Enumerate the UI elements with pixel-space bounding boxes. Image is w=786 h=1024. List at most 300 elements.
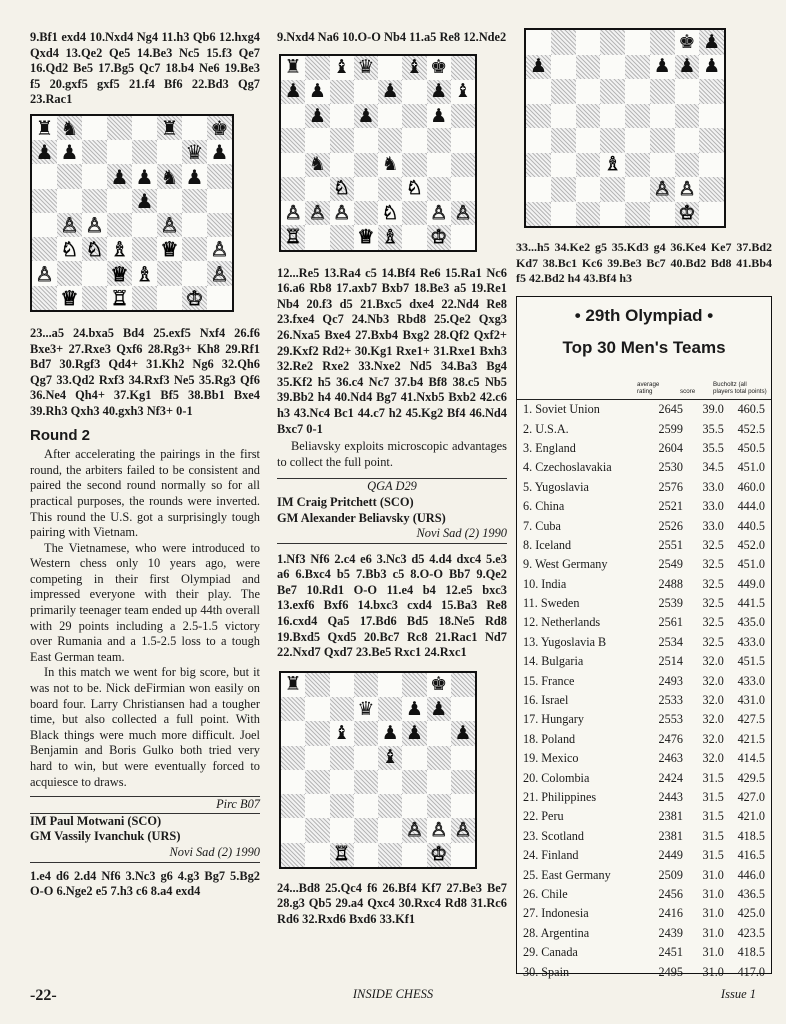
board-square xyxy=(157,237,182,261)
cell-team: 8. Iceland xyxy=(523,537,572,552)
game2-black-player: GM Vassily Ivanchuk (URS) xyxy=(30,829,181,844)
board-square xyxy=(402,177,426,201)
table-row xyxy=(517,439,771,458)
board-square xyxy=(82,286,107,310)
board-square xyxy=(354,56,378,80)
cell-score: 32.5 xyxy=(702,615,724,630)
board-square xyxy=(305,673,329,697)
white-queen-icon: ♕ xyxy=(357,225,375,248)
board-square xyxy=(402,794,426,818)
board-square xyxy=(207,189,232,213)
board-square xyxy=(305,56,329,80)
board-square xyxy=(551,153,576,178)
board-square xyxy=(82,164,107,188)
board-square xyxy=(451,770,475,794)
cell-team: 26. Chile xyxy=(523,886,568,901)
header-score: score xyxy=(680,388,696,395)
cell-score: 32.0 xyxy=(702,731,724,746)
board-square xyxy=(57,237,82,261)
black-pawn-icon: ♟ xyxy=(430,697,448,720)
board-square xyxy=(107,286,132,310)
game2-comment xyxy=(277,439,507,470)
black-pawn-icon: ♟ xyxy=(405,721,423,744)
board-square xyxy=(427,673,451,697)
board-square xyxy=(451,56,475,80)
board-square xyxy=(650,128,675,153)
article-paragraph: After accelerating the pairings in the first round, the arbiters failed to be consistent and paired the second round normally so for all practical purposes, the rounds were inverted. This round the U.S. got a surprisingly tough pairing with Vietnam. xyxy=(30,447,260,540)
table-row xyxy=(517,516,771,535)
white-pawn-icon: ♙ xyxy=(405,818,423,841)
cell-score: 31.0 xyxy=(702,945,724,960)
board-square xyxy=(402,104,426,128)
cell-score: 31.5 xyxy=(702,770,724,785)
board-square xyxy=(305,721,329,745)
cell-team: 12. Netherlands xyxy=(523,615,601,630)
white-pawn-icon: ♙ xyxy=(333,201,351,224)
cell-bucholtz: 421.5 xyxy=(737,731,765,746)
black-rook-icon: ♜ xyxy=(160,116,179,141)
board-square xyxy=(157,140,182,164)
board-square xyxy=(427,128,451,152)
game2-moves-continued: 9.Nxd4 Na6 10.O-O Nb4 11.a5 Re8 12.Nde2 xyxy=(277,30,507,44)
board-square xyxy=(305,794,329,818)
board-square xyxy=(132,237,157,261)
table-row xyxy=(517,575,771,594)
cell-team: 19. Mexico xyxy=(523,751,579,766)
cell-score: 35.5 xyxy=(702,440,724,455)
cell-rating: 2645 xyxy=(644,400,683,420)
board-square xyxy=(305,746,329,770)
magazine-name: INSIDE CHESS xyxy=(352,987,434,1001)
board-square xyxy=(281,80,305,104)
table-header xyxy=(517,359,771,399)
board-square xyxy=(182,189,207,213)
board-square xyxy=(402,225,426,249)
white-pawn-icon: ♙ xyxy=(430,818,448,841)
board-square xyxy=(281,818,305,842)
cell-rating: 2551 xyxy=(658,537,683,552)
board-square xyxy=(354,770,378,794)
cell-bucholtz: 417.0 xyxy=(737,964,765,979)
white-queen-icon: ♕ xyxy=(160,237,179,262)
cell-score: 35.5 xyxy=(702,421,724,436)
board-square xyxy=(675,153,700,178)
board-square xyxy=(354,201,378,225)
cell-bucholtz: 433.0 xyxy=(737,634,765,649)
board-square xyxy=(330,153,354,177)
board-square xyxy=(281,153,305,177)
table-row xyxy=(517,613,771,632)
board-square xyxy=(32,286,57,310)
cell-bucholtz: 460.5 xyxy=(724,400,771,420)
board-square xyxy=(699,55,724,80)
board-square xyxy=(305,770,329,794)
cell-score: 33.0 xyxy=(702,518,724,533)
board-square xyxy=(378,794,402,818)
board-square xyxy=(330,697,354,721)
board-square xyxy=(600,153,625,178)
board-square xyxy=(378,843,402,867)
cell-rating: 2539 xyxy=(658,596,683,611)
black-king-icon: ♚ xyxy=(678,30,696,53)
board-square xyxy=(551,104,576,129)
page-number: -22- xyxy=(30,987,57,1004)
cell-team: 20. Colombia xyxy=(523,770,590,785)
cell-team: 3. England xyxy=(523,440,576,455)
black-king-icon: ♚ xyxy=(210,116,229,141)
header-average-rating: average rating xyxy=(637,381,660,395)
cell-bucholtz: 423.5 xyxy=(737,925,765,940)
table-row xyxy=(517,904,771,923)
board-square xyxy=(132,213,157,237)
board-square xyxy=(650,30,675,55)
board-square xyxy=(427,56,451,80)
cell-bucholtz: 452.5 xyxy=(737,421,765,436)
black-bishop-icon: ♝ xyxy=(333,56,351,79)
board-square xyxy=(526,153,551,178)
black-queen-icon: ♛ xyxy=(185,140,204,165)
board-square xyxy=(551,177,576,202)
board-square xyxy=(576,128,601,153)
board-square xyxy=(427,153,451,177)
game3-white-player: IM Craig Pritchett (SCO) xyxy=(277,494,414,509)
black-pawn-icon: ♟ xyxy=(678,55,696,78)
board-square xyxy=(402,80,426,104)
board-square xyxy=(451,746,475,770)
cell-team: 14. Bulgaria xyxy=(523,654,584,669)
cell-team: 13. Yugoslavia B xyxy=(523,634,607,649)
white-pawn-icon: ♙ xyxy=(653,177,671,200)
board-square xyxy=(625,30,650,55)
board-square xyxy=(107,116,132,140)
game3-opening: QGA D29 xyxy=(277,478,507,495)
board-square xyxy=(281,225,305,249)
board-square xyxy=(157,189,182,213)
board-square xyxy=(576,55,601,80)
board-square xyxy=(526,79,551,104)
board-square xyxy=(57,286,82,310)
cell-team: 28. Argentina xyxy=(523,925,590,940)
board-square xyxy=(281,56,305,80)
board-square xyxy=(132,140,157,164)
board-square xyxy=(699,128,724,153)
cell-team: 25. East Germany xyxy=(523,867,611,882)
black-pawn-icon: ♟ xyxy=(430,80,448,103)
board-square xyxy=(451,225,475,249)
olympiad-subtitle: Top 30 Men's Teams xyxy=(562,338,726,357)
board-square xyxy=(157,116,182,140)
cell-team: 21. Philippines xyxy=(523,790,597,804)
cell-score: 31.0 xyxy=(702,867,724,882)
cell-bucholtz: 452.0 xyxy=(737,537,765,552)
board-square xyxy=(427,697,451,721)
board-square xyxy=(354,721,378,745)
board-square xyxy=(354,818,378,842)
board-square xyxy=(305,80,329,104)
board-square xyxy=(576,79,601,104)
board-square xyxy=(451,104,475,128)
table-row xyxy=(517,478,771,497)
board-square xyxy=(402,673,426,697)
board-square xyxy=(107,261,132,285)
black-pawn-icon: ♟ xyxy=(135,188,154,213)
board-square xyxy=(354,794,378,818)
board-square xyxy=(305,177,329,201)
cell-rating: 2381 xyxy=(658,828,683,843)
board-square xyxy=(354,843,378,867)
column-2 xyxy=(277,30,507,928)
cell-rating: 2493 xyxy=(658,673,683,688)
board-square xyxy=(132,189,157,213)
black-rook-icon: ♜ xyxy=(35,116,54,141)
board-square xyxy=(107,189,132,213)
board-square xyxy=(305,818,329,842)
board-square xyxy=(354,80,378,104)
cell-score: 32.0 xyxy=(702,654,724,669)
cell-bucholtz: 431.0 xyxy=(737,693,765,708)
board-square xyxy=(576,177,601,202)
board-square xyxy=(526,104,551,129)
board-square xyxy=(378,80,402,104)
white-rook-icon: ♖ xyxy=(284,225,302,248)
black-knight-icon: ♞ xyxy=(381,153,399,176)
olympiad-standings-box xyxy=(516,296,772,979)
board-square xyxy=(132,116,157,140)
board-square xyxy=(330,104,354,128)
board-square xyxy=(650,104,675,129)
board-square xyxy=(402,153,426,177)
cell-team: 24. Finland xyxy=(523,848,579,863)
cell-team: 23. Scotland xyxy=(523,828,584,843)
board-square xyxy=(402,56,426,80)
cell-bucholtz: 440.5 xyxy=(737,518,765,533)
board-square xyxy=(281,104,305,128)
cell-bucholtz: 451.0 xyxy=(737,460,765,475)
cell-team: 4. Czechoslavakia xyxy=(523,460,612,475)
game3-event: Novi Sad (2) 1990 xyxy=(277,526,507,544)
board-square xyxy=(526,202,551,227)
black-bishop-icon: ♝ xyxy=(454,80,472,103)
board-square xyxy=(57,116,82,140)
black-queen-icon: ♛ xyxy=(357,697,375,720)
cell-team: 11. Sweden xyxy=(523,596,580,611)
board-square xyxy=(451,843,475,867)
board-square xyxy=(625,104,650,129)
cell-team: 16. Israel xyxy=(523,693,569,708)
olympiad-title xyxy=(517,305,771,327)
cell-score: 32.5 xyxy=(702,634,724,649)
board-square xyxy=(699,153,724,178)
black-pawn-icon: ♟ xyxy=(284,80,302,103)
board-square xyxy=(182,237,207,261)
board-square xyxy=(402,818,426,842)
board-square xyxy=(526,30,551,55)
white-pawn-icon: ♙ xyxy=(85,213,104,238)
cell-rating: 2549 xyxy=(658,557,683,572)
board-square xyxy=(551,128,576,153)
game2-opening: Pirc B07 xyxy=(30,796,260,814)
board-square xyxy=(82,189,107,213)
black-pawn-icon: ♟ xyxy=(529,55,547,78)
chess-diagram-3 xyxy=(524,28,726,228)
board-square xyxy=(281,721,305,745)
cell-score: 32.5 xyxy=(702,576,724,591)
black-bishop-icon: ♝ xyxy=(381,746,399,769)
board-square xyxy=(427,794,451,818)
board-square xyxy=(182,213,207,237)
cell-score: 33.0 xyxy=(702,499,724,514)
board-square xyxy=(650,177,675,202)
board-square xyxy=(354,128,378,152)
board-square xyxy=(625,202,650,227)
cell-score: 32.0 xyxy=(702,712,724,727)
white-bishop-icon: ♗ xyxy=(381,225,399,248)
cell-team: 2. U.S.A. xyxy=(523,421,569,436)
table-row xyxy=(517,943,771,962)
board-square xyxy=(526,177,551,202)
white-bishop-icon: ♗ xyxy=(135,261,154,286)
board-square xyxy=(32,116,57,140)
cell-rating: 2439 xyxy=(658,925,683,940)
board-square xyxy=(57,213,82,237)
board-square xyxy=(600,79,625,104)
cell-rating: 2381 xyxy=(658,809,683,824)
cell-team: 17. Hungary xyxy=(523,712,584,727)
chess-diagram-4 xyxy=(279,671,477,869)
black-bishop-icon: ♝ xyxy=(333,721,351,744)
board-square xyxy=(182,140,207,164)
board-square xyxy=(281,843,305,867)
cell-team: 29. Canada xyxy=(523,945,578,960)
cell-team: 10. India xyxy=(523,576,567,591)
board-square xyxy=(378,177,402,201)
board-square xyxy=(551,79,576,104)
cell-team: 5. Yugoslavia xyxy=(523,479,589,494)
board-square xyxy=(576,30,601,55)
board-square xyxy=(182,164,207,188)
board-square xyxy=(699,202,724,227)
board-square xyxy=(32,164,57,188)
board-square xyxy=(427,177,451,201)
board-square xyxy=(378,721,402,745)
board-square xyxy=(675,55,700,80)
board-square xyxy=(451,153,475,177)
board-square xyxy=(207,213,232,237)
board-square xyxy=(551,30,576,55)
cell-rating: 2449 xyxy=(658,848,683,863)
cell-bucholtz: 435.0 xyxy=(737,615,765,630)
black-pawn-icon: ♟ xyxy=(703,55,721,78)
board-square xyxy=(32,237,57,261)
board-square xyxy=(625,153,650,178)
board-square xyxy=(330,201,354,225)
black-pawn-icon: ♟ xyxy=(454,721,472,744)
board-square xyxy=(378,201,402,225)
black-pawn-icon: ♟ xyxy=(308,104,326,127)
board-square xyxy=(427,201,451,225)
board-square xyxy=(600,202,625,227)
board-square xyxy=(330,843,354,867)
board-square xyxy=(451,80,475,104)
cell-bucholtz: 416.5 xyxy=(737,848,765,863)
round-heading: Round 2 xyxy=(30,426,90,444)
board-square xyxy=(330,80,354,104)
bullet-right: • xyxy=(707,306,714,325)
board-square xyxy=(330,794,354,818)
board-square xyxy=(132,164,157,188)
board-square xyxy=(330,770,354,794)
black-knight-icon: ♞ xyxy=(60,116,79,141)
white-pawn-icon: ♙ xyxy=(210,237,229,262)
cell-bucholtz: 429.5 xyxy=(737,770,765,785)
cell-bucholtz: 425.0 xyxy=(737,906,765,921)
game3-moves: 1.Nf3 Nf6 2.c4 e6 3.Nc3 d5 4.d4 dxc4 5.e3 a6 6.Bxc4 b5 7.Bb3 c5 8.O-O Bb7 9.Qe2 Be7 10.Rd1 O-O 11.e4 b4 12.e5 bxc3 13.exf6 Bxf6 14.bxc3 cxd4 15.Ba3 Re8 16.cxd4 Qa5 17.Bd6 Bd5 18.Ne5 Rd8 19.Bxd5 Qxd5 20.Bc7 Rc8 21.Rac1 Nd7 22.Nxd7 Qxd7 23.Be5 Rxc1 24.Rxc1 xyxy=(277,551,507,660)
cell-bucholtz: 427.0 xyxy=(737,790,765,804)
board-square xyxy=(281,128,305,152)
cell-bucholtz: 418.5 xyxy=(737,945,765,960)
white-pawn-icon: ♙ xyxy=(60,213,79,238)
board-square xyxy=(675,177,700,202)
cell-score: 31.0 xyxy=(702,925,724,940)
board-square xyxy=(451,673,475,697)
cell-score: 31.5 xyxy=(702,809,724,824)
board-square xyxy=(427,80,451,104)
cell-bucholtz: 450.5 xyxy=(737,440,765,455)
board-square xyxy=(107,140,132,164)
black-pawn-icon: ♟ xyxy=(357,104,375,127)
table-row xyxy=(517,497,771,516)
board-square xyxy=(281,770,305,794)
white-knight-icon: ♘ xyxy=(85,237,104,262)
black-rook-icon: ♜ xyxy=(284,673,302,696)
board-square xyxy=(402,843,426,867)
table-row xyxy=(517,691,771,710)
white-pawn-icon: ♙ xyxy=(678,177,696,200)
header-bucholtz: Bucholtz (all players total points) xyxy=(713,381,767,395)
board-square xyxy=(354,104,378,128)
table-row xyxy=(517,555,771,574)
board-square xyxy=(576,104,601,129)
black-pawn-icon: ♟ xyxy=(703,30,721,53)
comment-paragraph: Beliavsky exploits microscopic advantages to collect the full point. xyxy=(277,439,507,469)
cell-rating: 2526 xyxy=(658,518,683,533)
white-rook-icon: ♖ xyxy=(110,285,129,310)
cell-score: 32.5 xyxy=(702,596,724,611)
cell-bucholtz: 414.5 xyxy=(737,751,765,766)
board-square xyxy=(107,237,132,261)
table-row xyxy=(517,865,771,884)
board-square xyxy=(207,286,232,310)
board-square xyxy=(699,177,724,202)
board-square xyxy=(182,261,207,285)
table-row xyxy=(517,594,771,613)
game2-event: Novi Sad (2) 1990 xyxy=(30,845,260,863)
board-square xyxy=(207,116,232,140)
board-square xyxy=(378,818,402,842)
table-row xyxy=(517,652,771,671)
cell-score: 31.0 xyxy=(702,906,724,921)
board-square xyxy=(402,201,426,225)
cell-rating: 2533 xyxy=(658,693,683,708)
board-square xyxy=(378,770,402,794)
cell-bucholtz: 427.5 xyxy=(737,712,765,727)
standings-table xyxy=(517,399,771,982)
board-square xyxy=(402,721,426,745)
black-pawn-icon: ♟ xyxy=(405,697,423,720)
game3-moves-final: 33...h5 34.Ke2 g5 35.Kd3 g4 36.Ke4 Ke7 37.Bd2 Kd7 38.Bc1 Kc6 39.Be3 Bc7 40.Bd2 Bd8 41.Bb4 f5 42.Bd2 h4 43.Bf4 h3 xyxy=(516,240,772,286)
board-square xyxy=(305,104,329,128)
table-row xyxy=(517,633,771,652)
